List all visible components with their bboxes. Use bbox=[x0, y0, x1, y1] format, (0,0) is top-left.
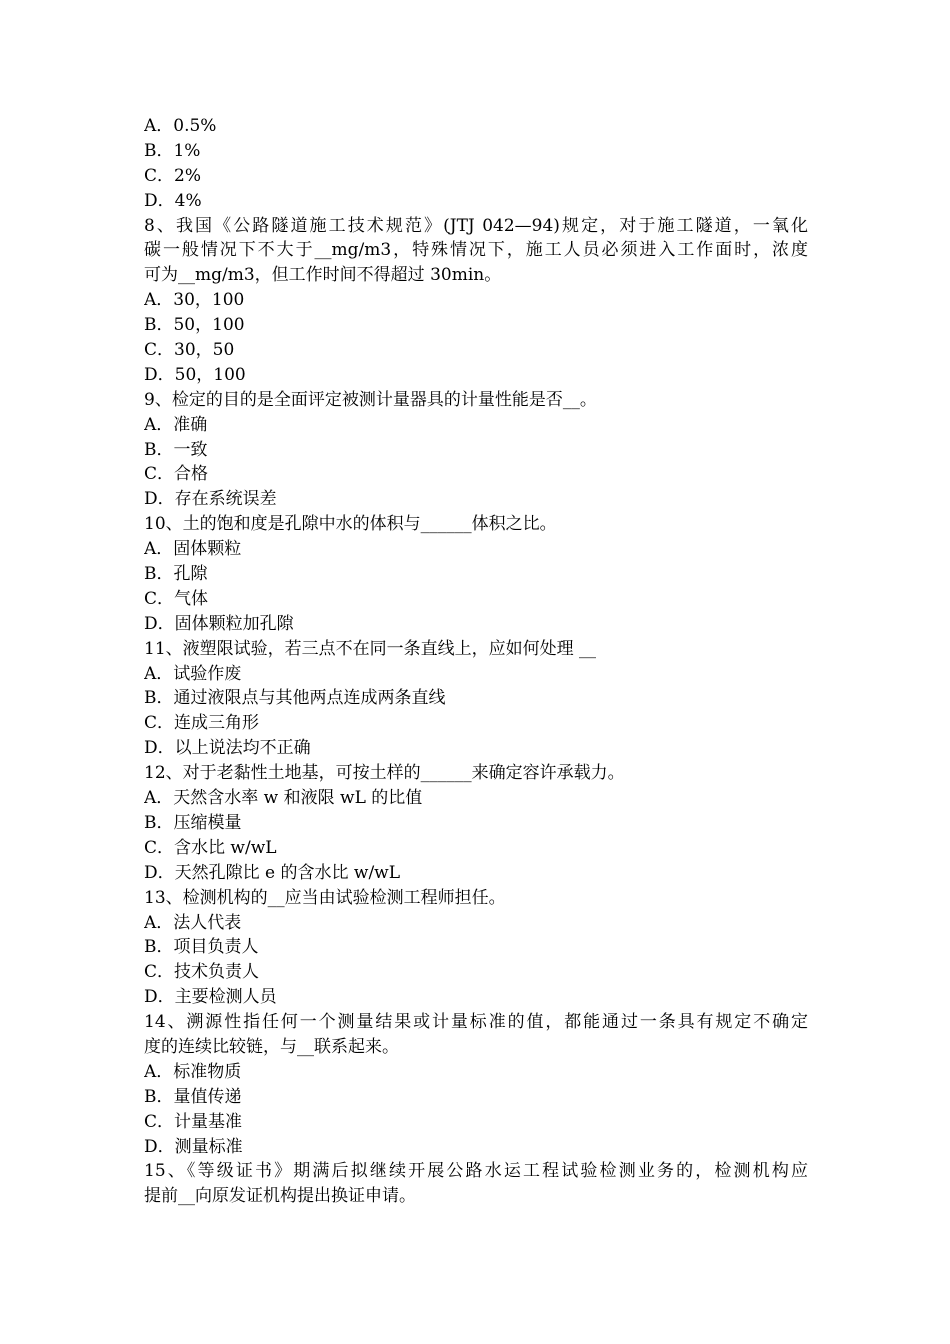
answer-option-line: A．30，100 bbox=[144, 290, 245, 311]
answer-option-line: D．以上说法均不正确 bbox=[144, 738, 311, 759]
answer-option-line: A．试验作废 bbox=[144, 663, 242, 684]
answer-option-line: B．通过液限点与其他两点连成两条直线 bbox=[144, 688, 446, 709]
answer-option-line: B．一致 bbox=[144, 439, 208, 460]
answer-option-line: C．2% bbox=[144, 165, 201, 186]
answer-option-line: B．孔隙 bbox=[144, 564, 208, 585]
answer-option-line: B．量值传递 bbox=[144, 1086, 242, 1107]
answer-option-line: C．技术负责人 bbox=[144, 962, 260, 983]
question-text-line: 碳一般情况下不大于__mg/m3，特殊情况下，施工人员必须进入工作面时，浓度 bbox=[144, 240, 808, 261]
answer-option-line: D．50，100 bbox=[144, 364, 246, 385]
answer-option-line: C．含水比 w/wL bbox=[144, 837, 277, 858]
answer-option-line: D．主要检测人员 bbox=[144, 987, 277, 1008]
answer-option-line: C．连成三角形 bbox=[144, 713, 260, 734]
question-text-line: 12、对于老黏性土地基，可按土样的______来确定容许承载力。 bbox=[144, 763, 625, 784]
answer-option-line: A．准确 bbox=[144, 414, 208, 435]
answer-option-line: D．天然孔隙比 e 的含水比 w/wL bbox=[144, 862, 401, 883]
answer-option-line: A．标准物质 bbox=[144, 1061, 242, 1082]
question-text-line: 9、检定的目的是全面评定被测计量器具的计量性能是否__。 bbox=[144, 389, 597, 410]
question-text-line: 14、溯源性指任何一个测量结果或计量标准的值，都能通过一条具有规定不确定 bbox=[144, 1012, 808, 1033]
answer-option-line: C．计量基准 bbox=[144, 1111, 243, 1132]
answer-option-line: D．测量标准 bbox=[144, 1136, 243, 1157]
question-text-line: 度的连续比较链，与__联系起来。 bbox=[144, 1036, 399, 1057]
question-text-line: 13、检测机构的__应当由试验检测工程师担任。 bbox=[144, 887, 506, 908]
answer-option-line: D．4% bbox=[144, 190, 202, 211]
answer-option-line: D．固体颗粒加孔隙 bbox=[144, 613, 294, 634]
question-text-line: 15、《等级证书》期满后拟继续开展公路水运工程试验检测业务的，检测机构应 bbox=[144, 1161, 808, 1182]
answer-option-line: C．合格 bbox=[144, 464, 209, 485]
answer-option-line: D．存在系统误差 bbox=[144, 489, 277, 510]
answer-option-line: C．气体 bbox=[144, 588, 209, 609]
answer-option-line: B．1% bbox=[144, 140, 201, 161]
question-text-line: 11、液塑限试验，若三点不在同一条直线上，应如何处理 __ bbox=[144, 638, 597, 659]
answer-option-line: A．天然含水率 w 和液限 wL 的比值 bbox=[144, 788, 423, 809]
answer-option-line: B．压缩模量 bbox=[144, 812, 242, 833]
document-body bbox=[144, 114, 808, 1209]
answer-option-line: A．法人代表 bbox=[144, 912, 242, 933]
question-text-line: 8、我国《公路隧道施工技术规范》(JTJ 042—94)规定，对于施工隧道，一氧化 bbox=[144, 215, 808, 236]
answer-option-line: C．30，50 bbox=[144, 340, 235, 361]
question-text-line: 10、土的饱和度是孔隙中水的体积与______体积之比。 bbox=[144, 514, 557, 535]
question-text-line: 可为__mg/m3，但工作时间不得超过 30min。 bbox=[144, 265, 502, 286]
answer-option-line: A．0.5% bbox=[144, 116, 217, 136]
answer-option-line: A．固体颗粒 bbox=[144, 539, 242, 560]
answer-option-line: B．项目负责人 bbox=[144, 937, 259, 958]
answer-option-line: B．50，100 bbox=[144, 315, 245, 336]
question-text-line: 提前__向原发证机构提出换证申请。 bbox=[144, 1186, 416, 1207]
